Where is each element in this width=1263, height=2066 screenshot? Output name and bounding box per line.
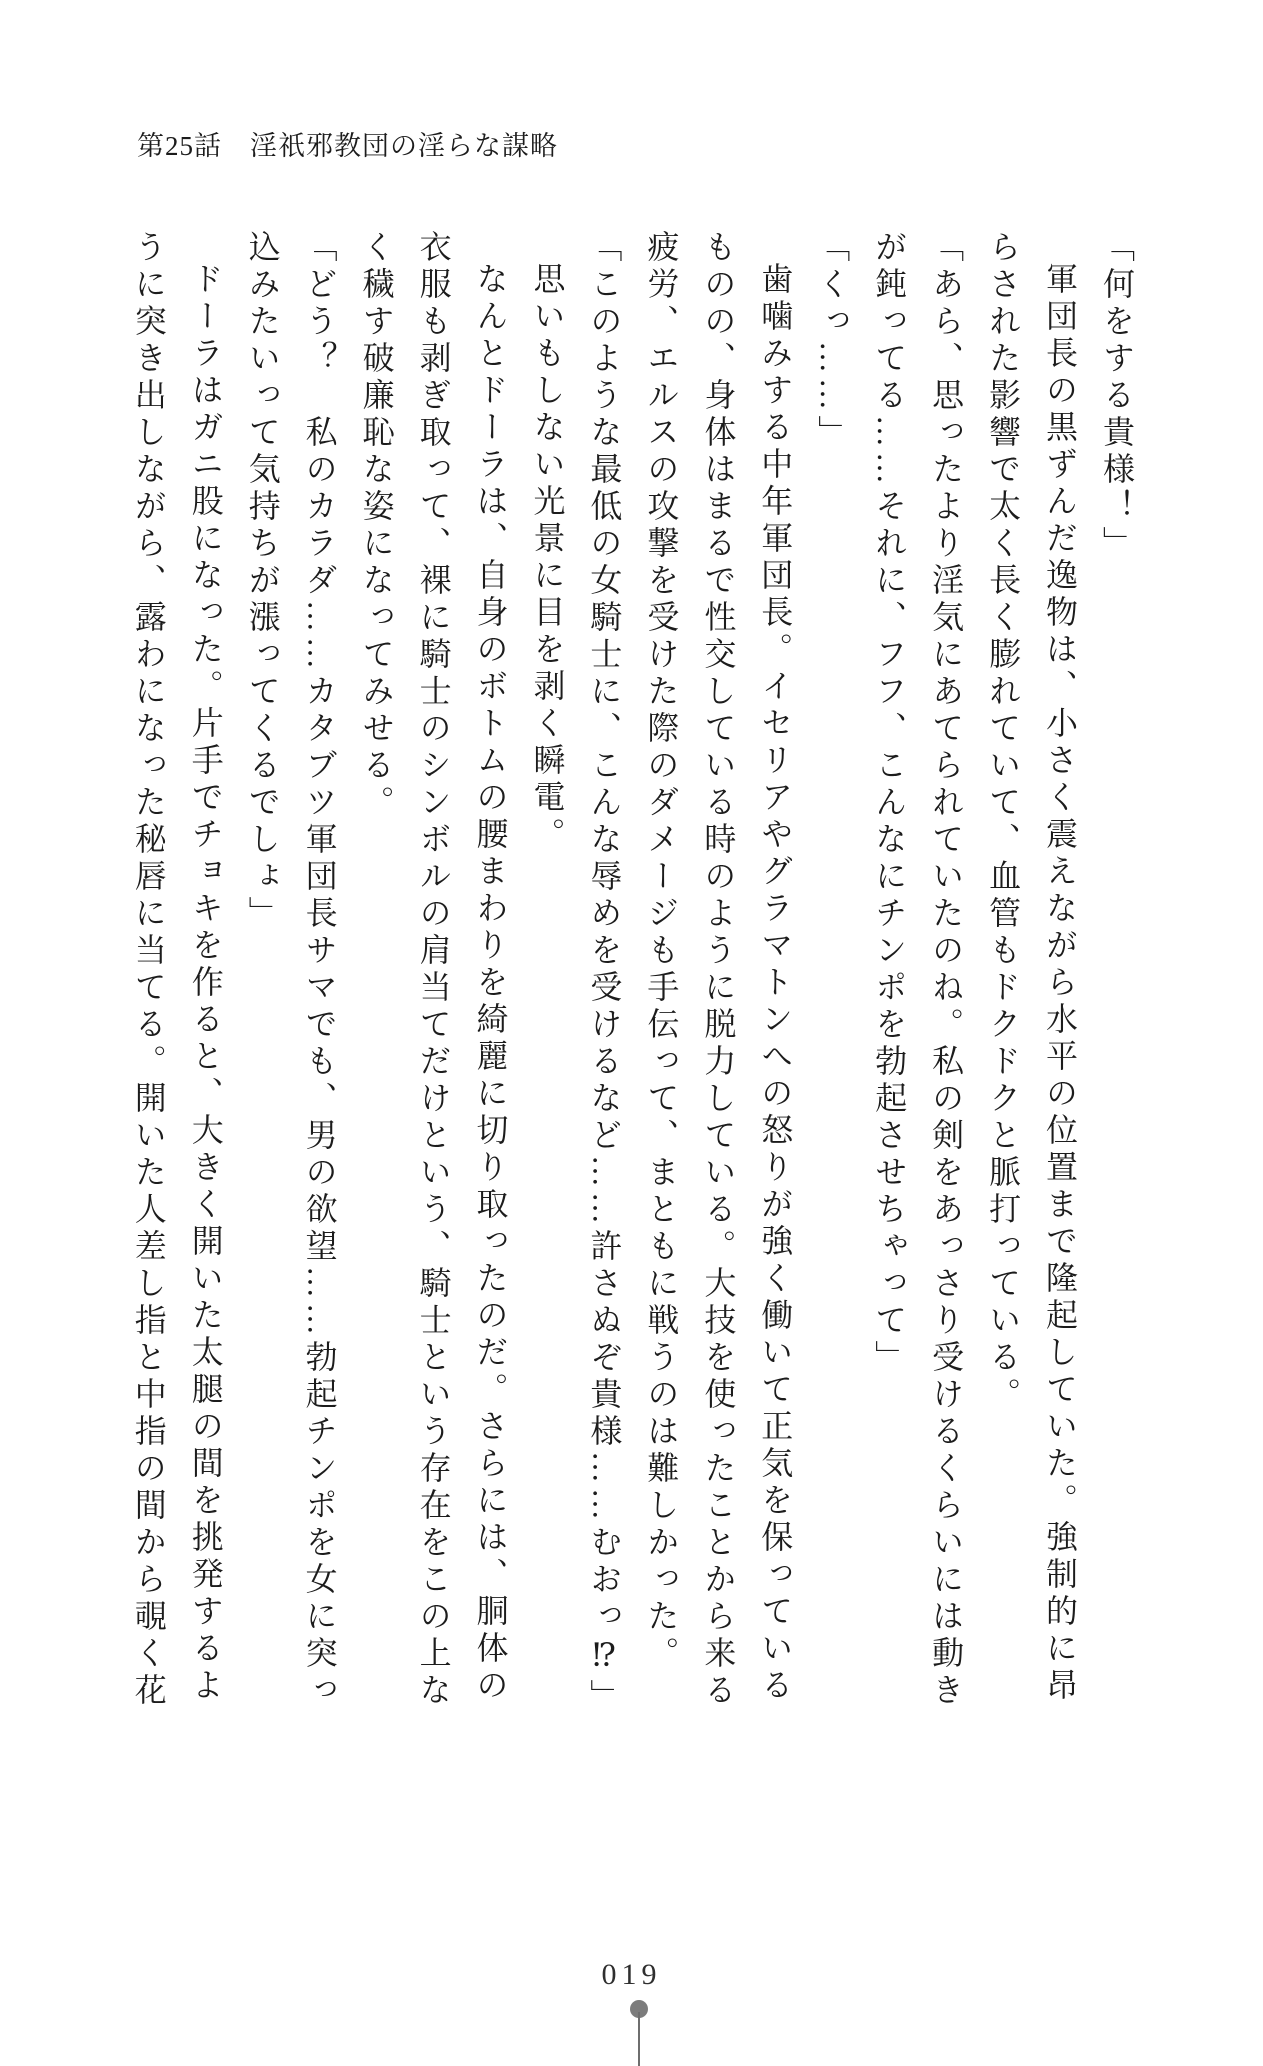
- paragraph: 「どう？ 私のカラダ……カタブツ軍団長サマでも、男の欲望……勃起チンポを女に突っ込みたいって気持ちが漲ってくるでしょ」: [244, 230, 338, 1710]
- body-text: [120, 230, 1145, 1716]
- paragraph: 思いもしない光景に目を剥く瞬電。: [529, 262, 566, 854]
- paragraph: 歯噛みする中年軍団長。イセリアやグラマトンへの怒りが強く働いて正気を保っているものの、身体はまるで性交している時のように脱力している。大技を使ったことから来る疲労、エルスの攻撃を受けた際のダメージも手伝って、まともに戦うのは難しかった。: [643, 230, 794, 1710]
- paragraph: 軍団長の黒ずんだ逸物は、小さく震えながら水平の位置まで隆起していた。強制的に昂らされた影響で太く長く膨れていて、血管もドクドクと脈打っている。: [985, 230, 1079, 1705]
- chapter-header: 第25話 淫祇邪教団の淫らな謀略: [137, 131, 558, 161]
- paragraph: 「このような最低の女騎士に、こんな辱めを受けるなど……許さぬぞ貴様……むおっ⁉」: [586, 230, 623, 1716]
- paragraph: 「くっ……」: [814, 230, 851, 452]
- footer-ornament-line: [638, 2012, 640, 2066]
- paragraph: 「あら、思ったより淫気にあてられていたのね。私の剣をあっさり受けるくらいには動きが鈍ってる……それに、フフ、こんなにチンポを勃起させちゃって」: [871, 230, 965, 1710]
- page-number: 019: [601, 1958, 662, 1991]
- paragraph: ドーラはガニ股になった。片手でチョキを作ると、大きく開いた太腿の間を挑発するように突き出しながら、露わになった秘唇に当てる。開いた人差し指と中指の間から覗く花: [130, 230, 224, 1710]
- paragraph: なんとドーラは、自身のボトムの腰まわりを綺麗に切り取ったのだ。さらには、胴体の衣服も剥ぎ取って、裸に騎士のシンボルの肩当てだけという、騎士という存在をこの上なく穢す破廉恥な姿になってみせる。: [358, 230, 509, 1710]
- paragraph: 「何をする貴様！」: [1099, 230, 1135, 563]
